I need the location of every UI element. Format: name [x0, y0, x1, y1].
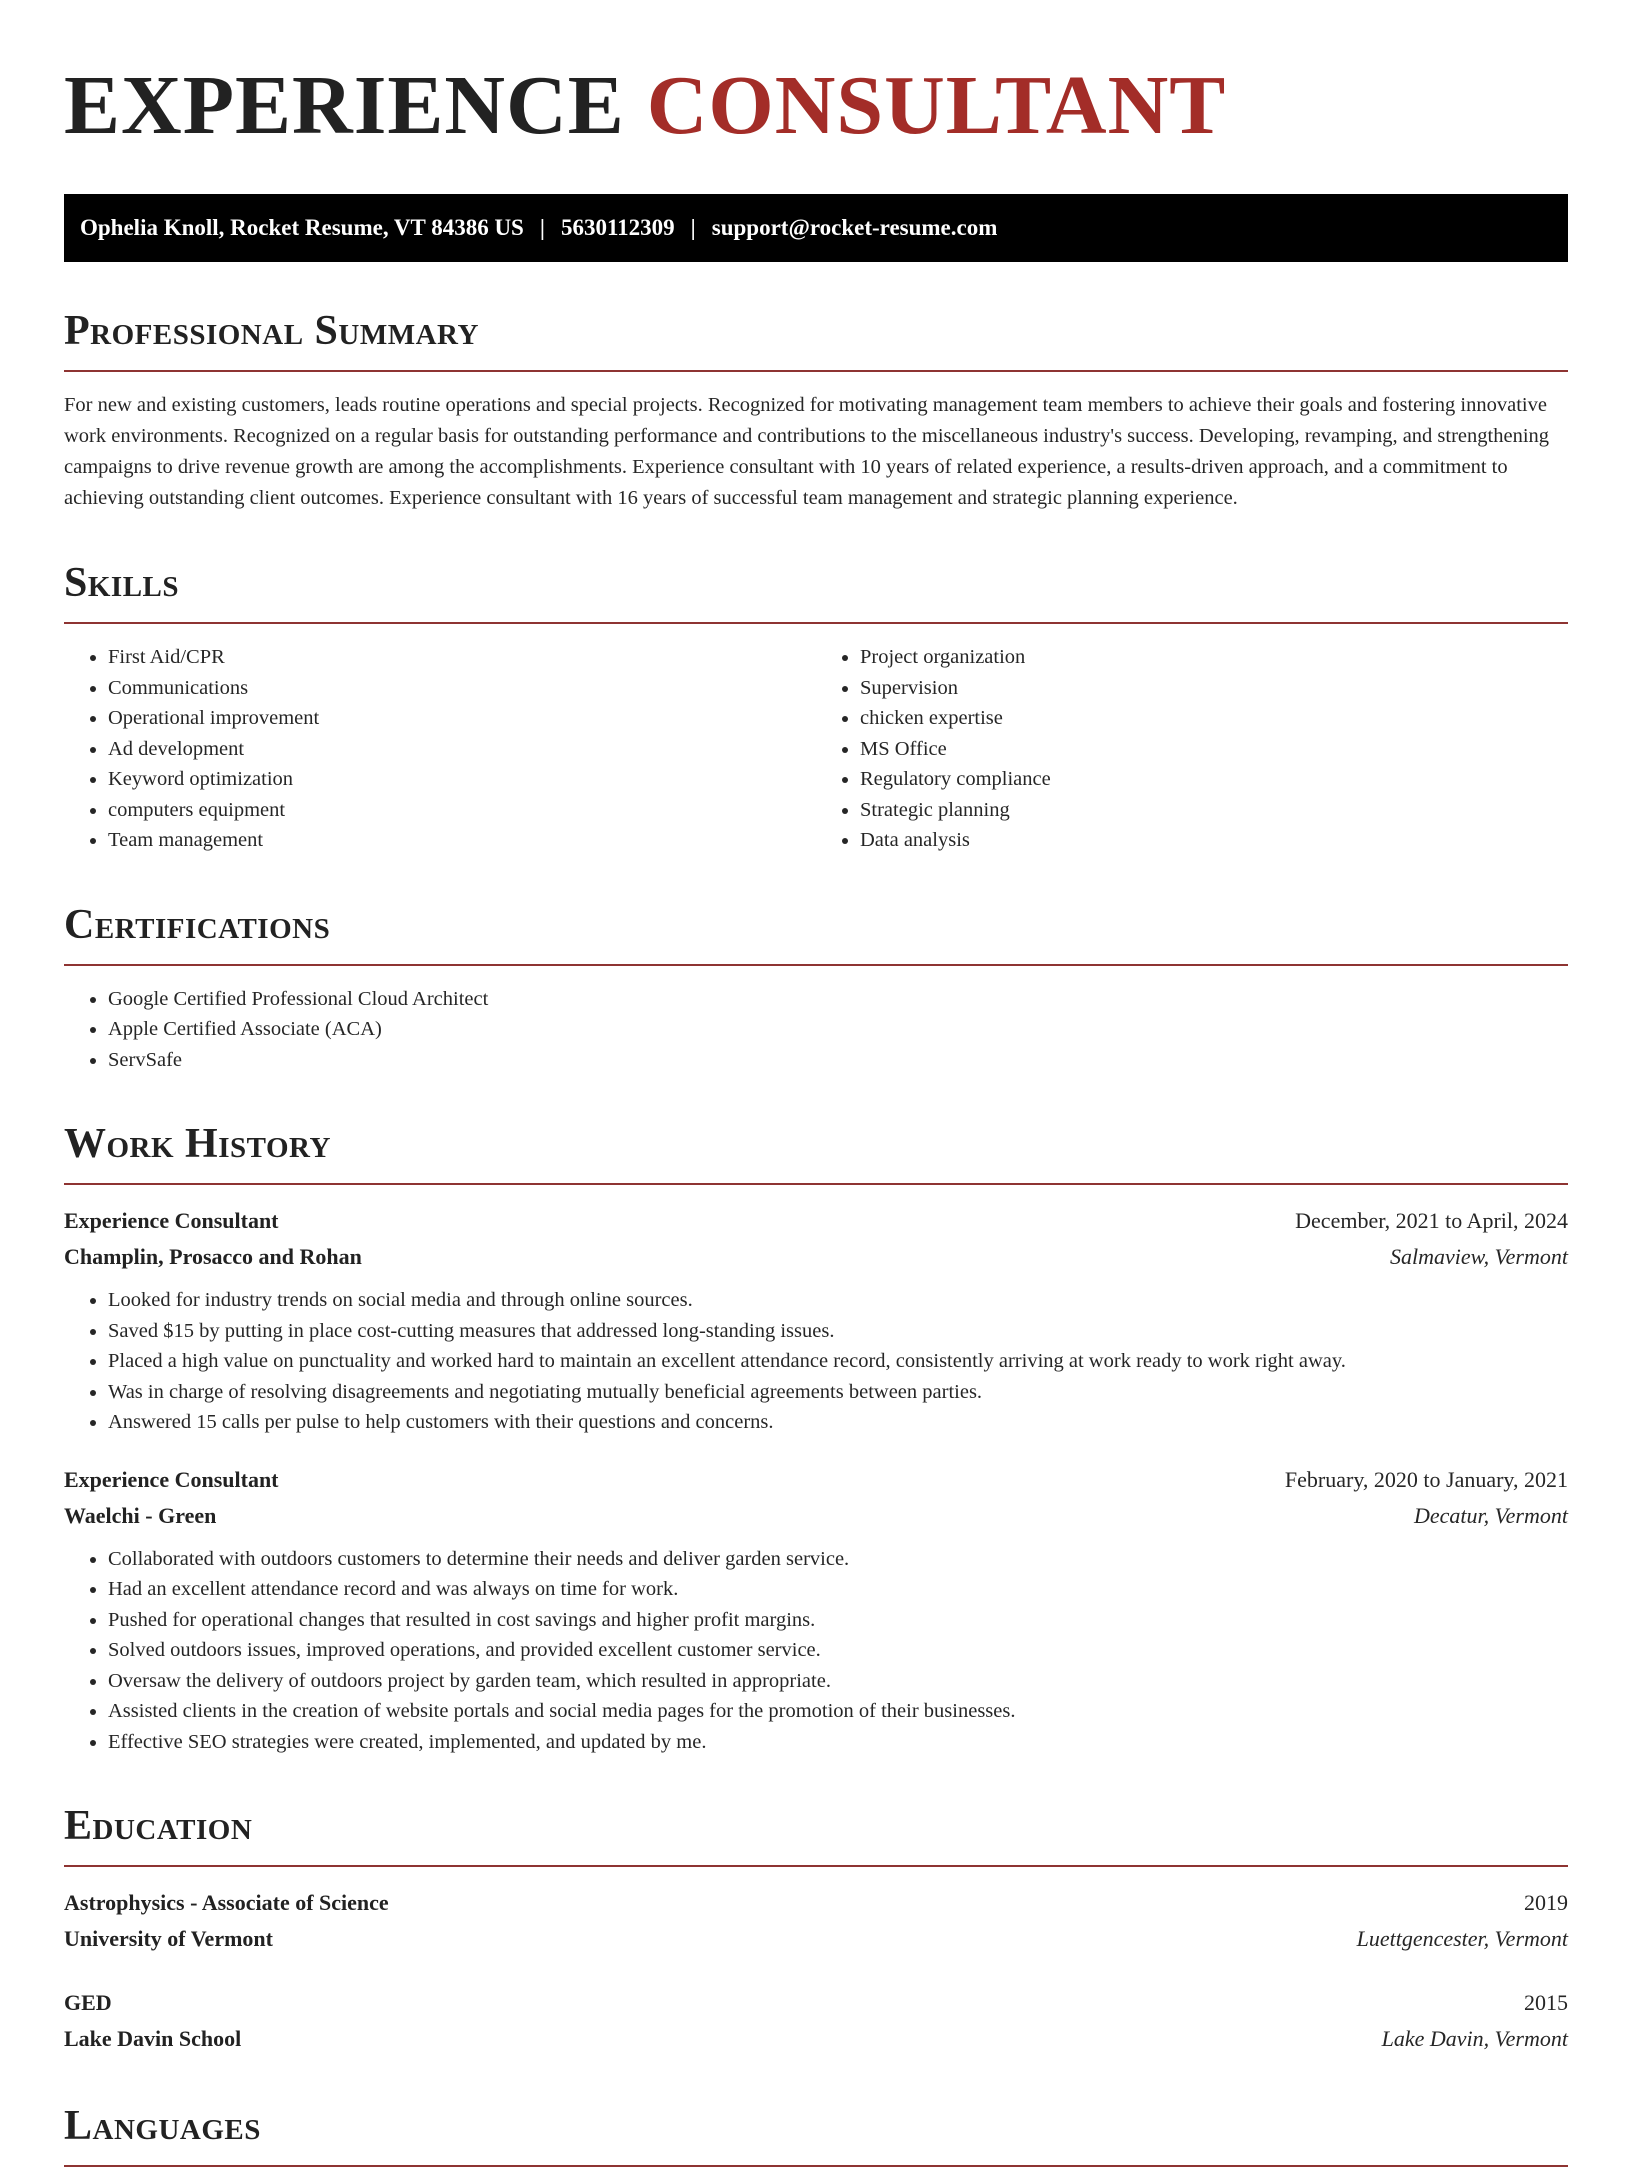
list-item: • Strategic planning: [860, 795, 1568, 826]
skills-columns: [64, 642, 1568, 856]
list-item: • Looked for industry trends on social media and through online sources.: [108, 1285, 1568, 1316]
list-item: • Project organization: [860, 642, 1568, 673]
summary-section: [64, 306, 1568, 514]
section-title-certifications: Certifications: [64, 901, 331, 948]
contact-email: support@rocket-resume.com: [711, 215, 998, 240]
education-degree: GED: [64, 1990, 112, 2015]
list-item: • Saved $15 by putting in place cost-cutting measures that addressed long-standing issues.: [108, 1316, 1568, 1347]
education-degree: Astrophysics - Associate of Science: [64, 1890, 389, 1915]
section-divider: [64, 370, 1568, 372]
list-item: • MS Office: [860, 734, 1568, 765]
certifications-section: [64, 900, 1568, 1076]
list-item: • computers equipment: [108, 795, 816, 826]
job-company: Champlin, Prosacco and Rohan: [64, 1244, 362, 1269]
section-title-education: Education: [64, 1803, 253, 1849]
skills-section: [64, 558, 1568, 856]
job-role: Experience Consultant: [64, 1466, 279, 1492]
education-entry: [64, 1885, 1568, 1957]
education-section: [64, 1801, 1568, 2057]
job-location: Salmaview, Vermont: [1389, 1244, 1568, 1269]
education-location: Luettgencester, Vermont: [1356, 1926, 1568, 1951]
list-item: • Data analysis: [860, 825, 1568, 856]
list-item: • Assisted clients in the creation of website portals and social media pages for the promotion of their businesses.: [108, 1696, 1568, 1727]
list-item: • ServSafe: [108, 1045, 1568, 1076]
list-item: • Solved outdoors issues, improved operations, and provided excellent customer service.: [108, 1635, 1568, 1666]
job-bullets: [64, 1285, 1568, 1438]
section-divider: [64, 1183, 1568, 1185]
section-title-work-history: Work History: [64, 1121, 331, 1167]
list-item: • Placed a high value on punctuality and worked hard to maintain an excellent attendance record, consistently arriving at work ready to work right away.: [108, 1346, 1568, 1377]
list-item: • Supervision: [860, 673, 1568, 704]
list-item: • Team management: [108, 825, 816, 856]
certifications-list: [64, 984, 1568, 1076]
job-company: Waelchi - Green: [64, 1502, 217, 1528]
job-role: Experience Consultant: [64, 1208, 279, 1233]
title-part-2: CONSULTANT: [646, 59, 1227, 152]
list-item: • Collaborated with outdoors customers to determine their needs and deliver garden service.: [108, 1544, 1568, 1575]
job-entry: [64, 1203, 1568, 1438]
skills-list-right: [816, 642, 1568, 856]
languages-section: [64, 2101, 1568, 2167]
summary-text: For new and existing customers, leads routine operations and special projects. Recognized for motivating management team members to achieve their goals and fostering innovative work environments. Recognized on a regular basis for outstanding performance and contributions to the miscellaneous industry's success. Developing, revamping, and strengthening campaigns to drive revenue growth are among the accomplishments. Experience consultant with 10 years of related experience, a results-driven approach, and a commitment to achieving outstanding client outcomes. Experience consultant with 16 years of successful team management and strategic planning experience.: [64, 394, 1550, 509]
list-item: • Operational improvement: [108, 703, 816, 734]
education-school: University of Vermont: [64, 1926, 273, 1951]
education-year: 2019: [1524, 1890, 1568, 1915]
job-dates: February, 2020 to January, 2021: [1284, 1466, 1568, 1492]
title-part-1: EXPERIENCE: [64, 59, 625, 152]
contact-separator: |: [539, 215, 545, 240]
list-item: • Was in charge of resolving disagreements and negotiating mutually beneficial agreements between parties.: [108, 1377, 1568, 1408]
list-item: • Effective SEO strategies were created, implemented, and updated by me.: [108, 1727, 1568, 1758]
section-title-languages: Languages: [64, 2103, 261, 2149]
list-item: • Apple Certified Associate (ACA): [108, 1014, 1568, 1045]
contact-bar: [64, 194, 1568, 262]
skills-list-left: [64, 642, 816, 856]
job-location: Decatur, Vermont: [1414, 1502, 1568, 1528]
list-item: • chicken expertise: [860, 703, 1568, 734]
job-bullets: [64, 1544, 1568, 1758]
list-item: • Answered 15 calls per pulse to help customers with their questions and concerns.: [108, 1407, 1568, 1438]
contact-phone: 5630112309: [560, 215, 675, 240]
list-item: • First Aid/CPR: [108, 642, 816, 673]
job-dates: December, 2021 to April, 2024: [1295, 1208, 1568, 1233]
list-item: • Communications: [108, 673, 816, 704]
list-item: • Ad development: [108, 734, 816, 765]
list-item: • Regulatory compliance: [860, 764, 1568, 795]
section-title-skills: Skills: [64, 560, 180, 606]
section-divider: [64, 964, 1568, 966]
list-item: • Had an excellent attendance record and was always on time for work.: [108, 1574, 1568, 1605]
section-title-summary: Professional Summary: [64, 308, 479, 354]
section-divider: [64, 1865, 1568, 1867]
section-divider: [64, 622, 1568, 624]
education-school: Lake Davin School: [64, 2026, 242, 2051]
education-year: 2015: [1524, 1990, 1568, 2015]
job-entry: [64, 1462, 1568, 1758]
list-item: • Keyword optimization: [108, 764, 816, 795]
contact-separator: |: [690, 215, 696, 240]
resume-title: [64, 0, 1568, 156]
list-item: • Oversaw the delivery of outdoors project by garden team, which resulted in appropriate.: [108, 1666, 1568, 1697]
list-item: • Pushed for operational changes that resulted in cost savings and higher profit margins.: [108, 1605, 1568, 1636]
work-history-section: [64, 1119, 1568, 1757]
contact-address: Ophelia Knoll, Rocket Resume, VT 84386 US: [80, 215, 524, 240]
education-entry: [64, 1985, 1568, 2057]
education-location: Lake Davin, Vermont: [1381, 2026, 1568, 2051]
list-item: • Google Certified Professional Cloud Architect: [108, 984, 1568, 1015]
